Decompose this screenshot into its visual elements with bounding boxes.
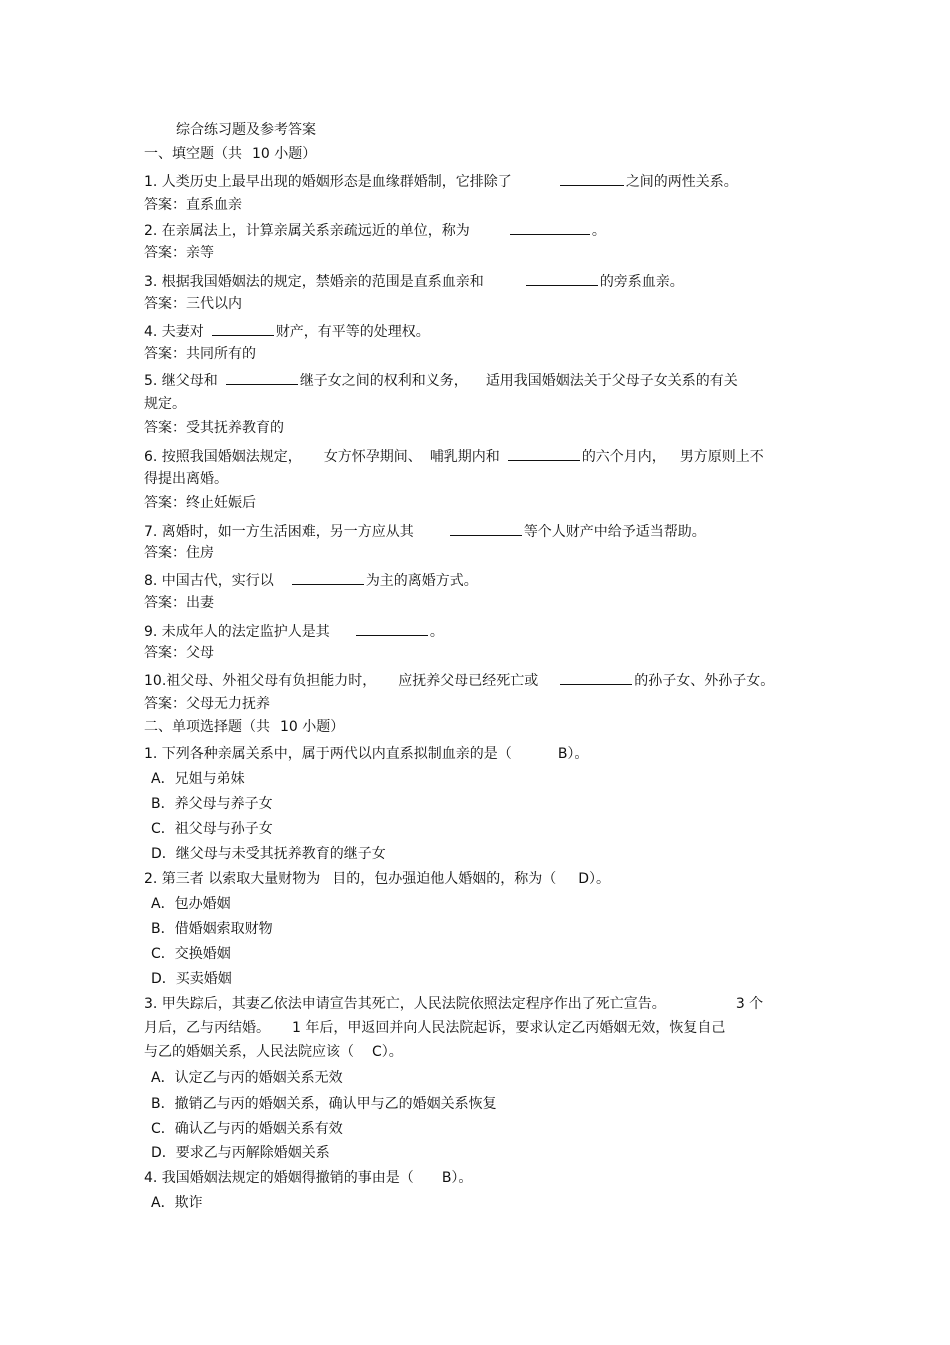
fill-answer-7: 答案：住房 bbox=[144, 545, 214, 561]
choice-question-3: 3. 甲失踪后，其妻乙依法申请宣告其死亡，人民法院依照法定程序作出了死亡宣告。 3 个 bbox=[144, 996, 764, 1012]
fill-question-4: 4. 夫妻对 财产，有平等的处理权。 bbox=[144, 321, 430, 342]
fill-question-8: 8. 中国古代，实行以 为主的离婚方式。 bbox=[144, 570, 478, 591]
choice-option: A．兄姐与弟妹 bbox=[151, 771, 245, 787]
fill-question-5-cont: 规定。 bbox=[144, 396, 186, 412]
answer-blank bbox=[526, 271, 598, 286]
fill-answer-3: 答案：三代以内 bbox=[144, 296, 242, 312]
fill-answer-4: 答案：共同所有的 bbox=[144, 346, 256, 362]
fill-question-6-cont: 得提出离婚。 bbox=[144, 471, 228, 487]
fill-question-6: 6. 按照我国婚姻法规定， 女方怀孕期间、 哺乳期内和 的六个月内， 男方原则上不 bbox=[144, 446, 764, 467]
choice-option: B．借婚姻索取财物 bbox=[151, 921, 273, 937]
section-heading-fill: 一、填空题（共 10 小题） bbox=[144, 146, 317, 162]
choice-option: D．买卖婚姻 bbox=[151, 971, 232, 987]
fill-question-10: 10.祖父母、外祖父母有负担能力时， 应抚养父母已经死亡或 的孙子女、外孙子女。 bbox=[144, 670, 774, 691]
answer-blank bbox=[450, 521, 522, 536]
choice-option: D．继父母与未受其抚养教育的继子女 bbox=[151, 846, 386, 862]
choice-question-4: 4. 我国婚姻法规定的婚姻得撤销的事由是（ B）。 bbox=[144, 1170, 473, 1186]
answer-blank bbox=[510, 220, 590, 235]
answer-blank bbox=[560, 670, 632, 685]
fill-answer-5: 答案：受其抚养教育的 bbox=[144, 420, 284, 436]
fill-answer-2: 答案：亲等 bbox=[144, 245, 214, 261]
choice-option: A．欺诈 bbox=[151, 1195, 203, 1211]
choice-question-3-cont: 月后，乙与丙结婚。 1 年后，甲返回并向人民法院起诉，要求认定乙丙婚姻无效，恢复自己 bbox=[144, 1020, 726, 1036]
choice-question-1: 1. 下列各种亲属关系中，属于两代以内直系拟制血亲的是（ B）。 bbox=[144, 746, 589, 762]
fill-question-7: 7. 离婚时，如一方生活困难，另一方应从其 等个人财产中给予适当帮助。 bbox=[144, 521, 706, 542]
answer-blank bbox=[508, 446, 580, 461]
section-heading-choice: 二、单项选择题（共 10 小题） bbox=[144, 719, 345, 735]
fill-question-3: 3. 根据我国婚姻法的规定，禁婚亲的范围是直系血亲和 的旁系血亲。 bbox=[144, 271, 684, 292]
fill-answer-8: 答案：出妻 bbox=[144, 595, 214, 611]
answer-blank bbox=[560, 171, 624, 186]
answer-blank bbox=[212, 321, 274, 336]
fill-question-1: 1. 人类历史上最早出现的婚姻形态是血缘群婚制，它排除了 之间的两性关系。 bbox=[144, 171, 738, 192]
choice-option: D．要求乙与丙解除婚姻关系 bbox=[151, 1145, 330, 1161]
fill-answer-1: 答案：直系血亲 bbox=[144, 197, 242, 213]
fill-answer-9: 答案：父母 bbox=[144, 645, 214, 661]
answer-blank bbox=[356, 621, 428, 636]
fill-question-9: 9. 未成年人的法定监护人是其 。 bbox=[144, 621, 444, 642]
choice-option: C．祖父母与孙子女 bbox=[151, 821, 273, 837]
choice-option: B．撤销乙与丙的婚姻关系，确认甲与乙的婚姻关系恢复 bbox=[151, 1096, 497, 1112]
fill-answer-6: 答案：终止妊娠后 bbox=[144, 495, 256, 511]
fill-answer-10: 答案：父母无力抚养 bbox=[144, 696, 270, 712]
fill-question-2: 2. 在亲属法上，计算亲属关系亲疏远近的单位，称为 。 bbox=[144, 220, 606, 241]
answer-blank bbox=[292, 570, 364, 585]
choice-option: A．包办婚姻 bbox=[151, 896, 231, 912]
choice-option: A．认定乙与丙的婚姻关系无效 bbox=[151, 1070, 343, 1086]
page-title: 综合练习题及参考答案 bbox=[176, 122, 316, 138]
answer-blank bbox=[226, 370, 298, 385]
fill-question-5: 5. 继父母和 继子女之间的权利和义务， 适用我国婚姻法关于父母子女关系的有关 bbox=[144, 370, 738, 391]
choice-question-2: 2. 第三者 以索取大量财物为 目的，包办强迫他人婚姻的，称为（ D）。 bbox=[144, 871, 611, 887]
choice-option: C．确认乙与丙的婚姻关系有效 bbox=[151, 1121, 343, 1137]
choice-option: C．交换婚姻 bbox=[151, 946, 231, 962]
choice-question-3-cont2: 与乙的婚姻关系，人民法院应该（ C）。 bbox=[144, 1044, 403, 1060]
choice-option: B．养父母与养子女 bbox=[151, 796, 273, 812]
